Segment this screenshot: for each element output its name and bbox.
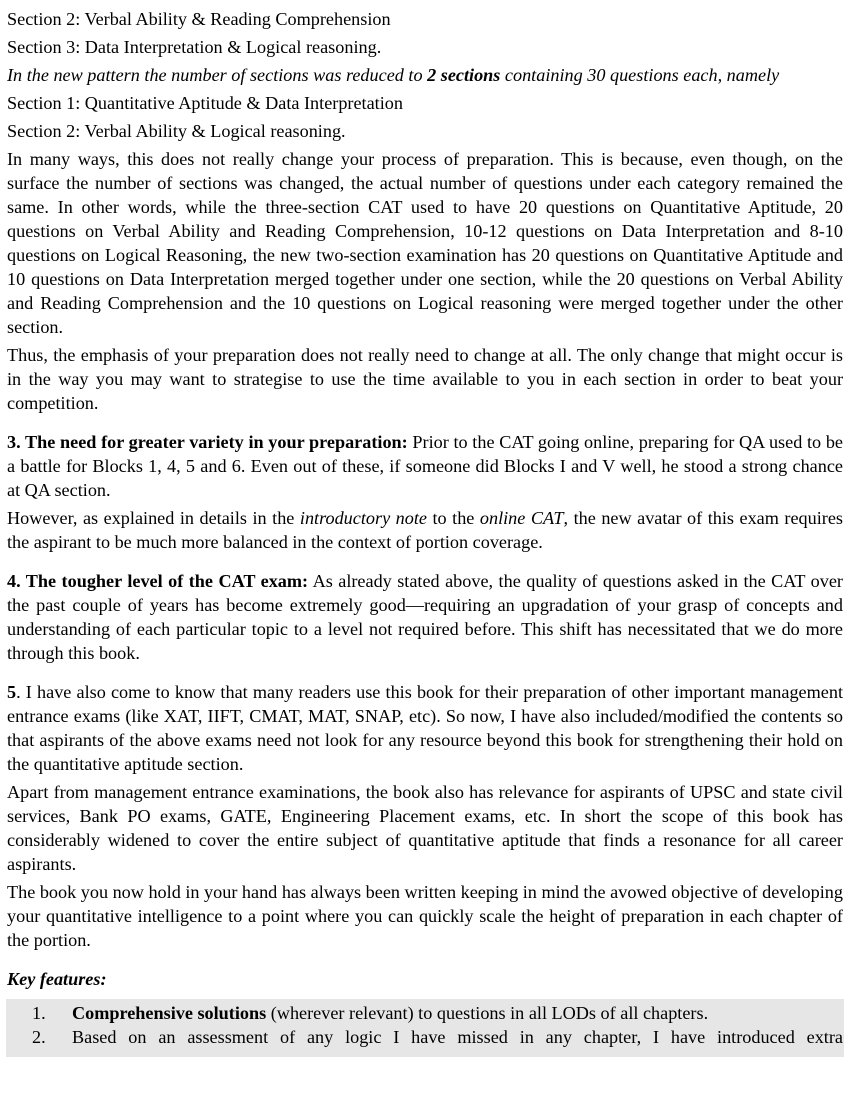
key-feature-number: 1. xyxy=(32,1003,46,1023)
key-feature-item xyxy=(6,1001,844,1025)
relevance-paragraph: Apart from management entrance examinations, the book also has relevance for aspirants of UPSC and state civil services, Bank PO exams, GATE, Engineering Placement exams, etc. In short the scope of this book has considerably widened to cover the entire subject of quantitative aptitude that finds a resonance for all career aspirants. xyxy=(7,782,843,874)
document-page xyxy=(7,7,843,1057)
old-section-2: Section 2: Verbal Ability & Reading Comprehension xyxy=(7,9,391,29)
key-feature-text xyxy=(72,1025,844,1049)
point-3-heading: 3. The need for greater variety in your preparation: xyxy=(7,432,408,452)
online-cat-text: online CAT xyxy=(479,508,564,528)
preparation-paragraph: In many ways, this does not really change your process of preparation. This is because, even though, on the surface the number of sections was changed, the actual number of questions under each category remained the same. In other words, while the three-section CAT used to have 20 questions on Quantitative Aptitude, 20 questions on Verbal Ability and Reading Comprehension, 10-12 questions on Data Interpretation and 8-10 questions on Logical Reasoning, the new two-section examination has 20 questions on Quantitative Aptitude and 10 questions on Data Interpretation merged together under one section, while the 20 questions on Verbal Ability and Reading Comprehension and the 10 questions on Logical reasoning were merged together under the other section. xyxy=(7,149,843,337)
key-feature-body: Based on an assessment of any logic I have missed in any chapter, I have introduced extra xyxy=(72,1027,843,1047)
new-pattern-paragraph xyxy=(7,63,843,87)
old-section-3: Section 3: Data Interpretation & Logical reasoning. xyxy=(7,37,382,57)
new-section-2: Section 2: Verbal Ability & Logical reasoning. xyxy=(7,121,346,141)
point-4-paragraph xyxy=(7,569,843,665)
however-text-1: However, as explained in details in the xyxy=(7,508,300,528)
however-text-3: , the new avatar of this exam requires the aspirant to be much more balanced in the context of portion coverage. xyxy=(7,508,843,552)
key-features-heading: Key features: xyxy=(7,969,107,989)
point-5-paragraph xyxy=(7,680,843,776)
new-section-1: Section 1: Quantitative Aptitude & Data Interpretation xyxy=(7,93,403,113)
new-pattern-text-after: containing 30 questions each, namely xyxy=(500,65,780,85)
point-4-text: As already stated above, the quality of questions asked in the CAT over the past couple of years has become extremely good—requiring an upgradation of your grasp of concepts and understanding of each particular topic to a level not required before. This shift has necessitated that we do more through this book. xyxy=(7,571,843,663)
key-features-list xyxy=(6,999,844,1057)
emphasis-paragraph: Thus, the emphasis of your preparation does not really need to change at all. The only change that might occur is in the way you may want to strategise to use the time available to you in each section in order to beat your competition. xyxy=(7,345,843,413)
key-feature-item xyxy=(6,1025,844,1049)
key-feature-body: (wherever relevant) to questions in all LODs of all chapters. xyxy=(266,1003,709,1023)
however-paragraph xyxy=(7,506,843,554)
however-text-2: to the xyxy=(426,508,480,528)
new-pattern-text-before: In the new pattern the number of sections was reduced to xyxy=(7,65,428,85)
point-5-number: 5 xyxy=(7,682,17,702)
key-feature-bold: Comprehensive solutions xyxy=(72,1003,267,1023)
point-5-text: . I have also come to know that many readers use this book for their preparation of other important management entrance exams (like XAT, IIFT, CMAT, MAT, SNAP, etc). So now, I have also included/modified the contents so that aspirants of the above exams need not look for any resource beyond this book for strengthening their hold on the quantitative aptitude section. xyxy=(7,682,843,774)
objective-paragraph: The book you now hold in your hand has always been written keeping in mind the avowed objective of developing your quantitative intelligence to a point where you can quickly scale the height of preparation in each chapter of the portion. xyxy=(7,882,843,950)
point-4-heading: 4. The tougher level of the CAT exam: xyxy=(7,571,309,591)
point-3-paragraph xyxy=(7,430,843,502)
point-3-text: Prior to the CAT going online, preparing for QA used to be a battle for Blocks 1, 4, 5 and 6. Even out of these, if someone did Blocks I and V well, he stood a strong chance at QA section. xyxy=(7,432,843,500)
key-feature-number: 2. xyxy=(32,1027,46,1047)
introductory-note-text: introductory note xyxy=(299,508,427,528)
new-pattern-bold: 2 sections xyxy=(427,65,501,85)
key-feature-text xyxy=(72,1001,844,1025)
